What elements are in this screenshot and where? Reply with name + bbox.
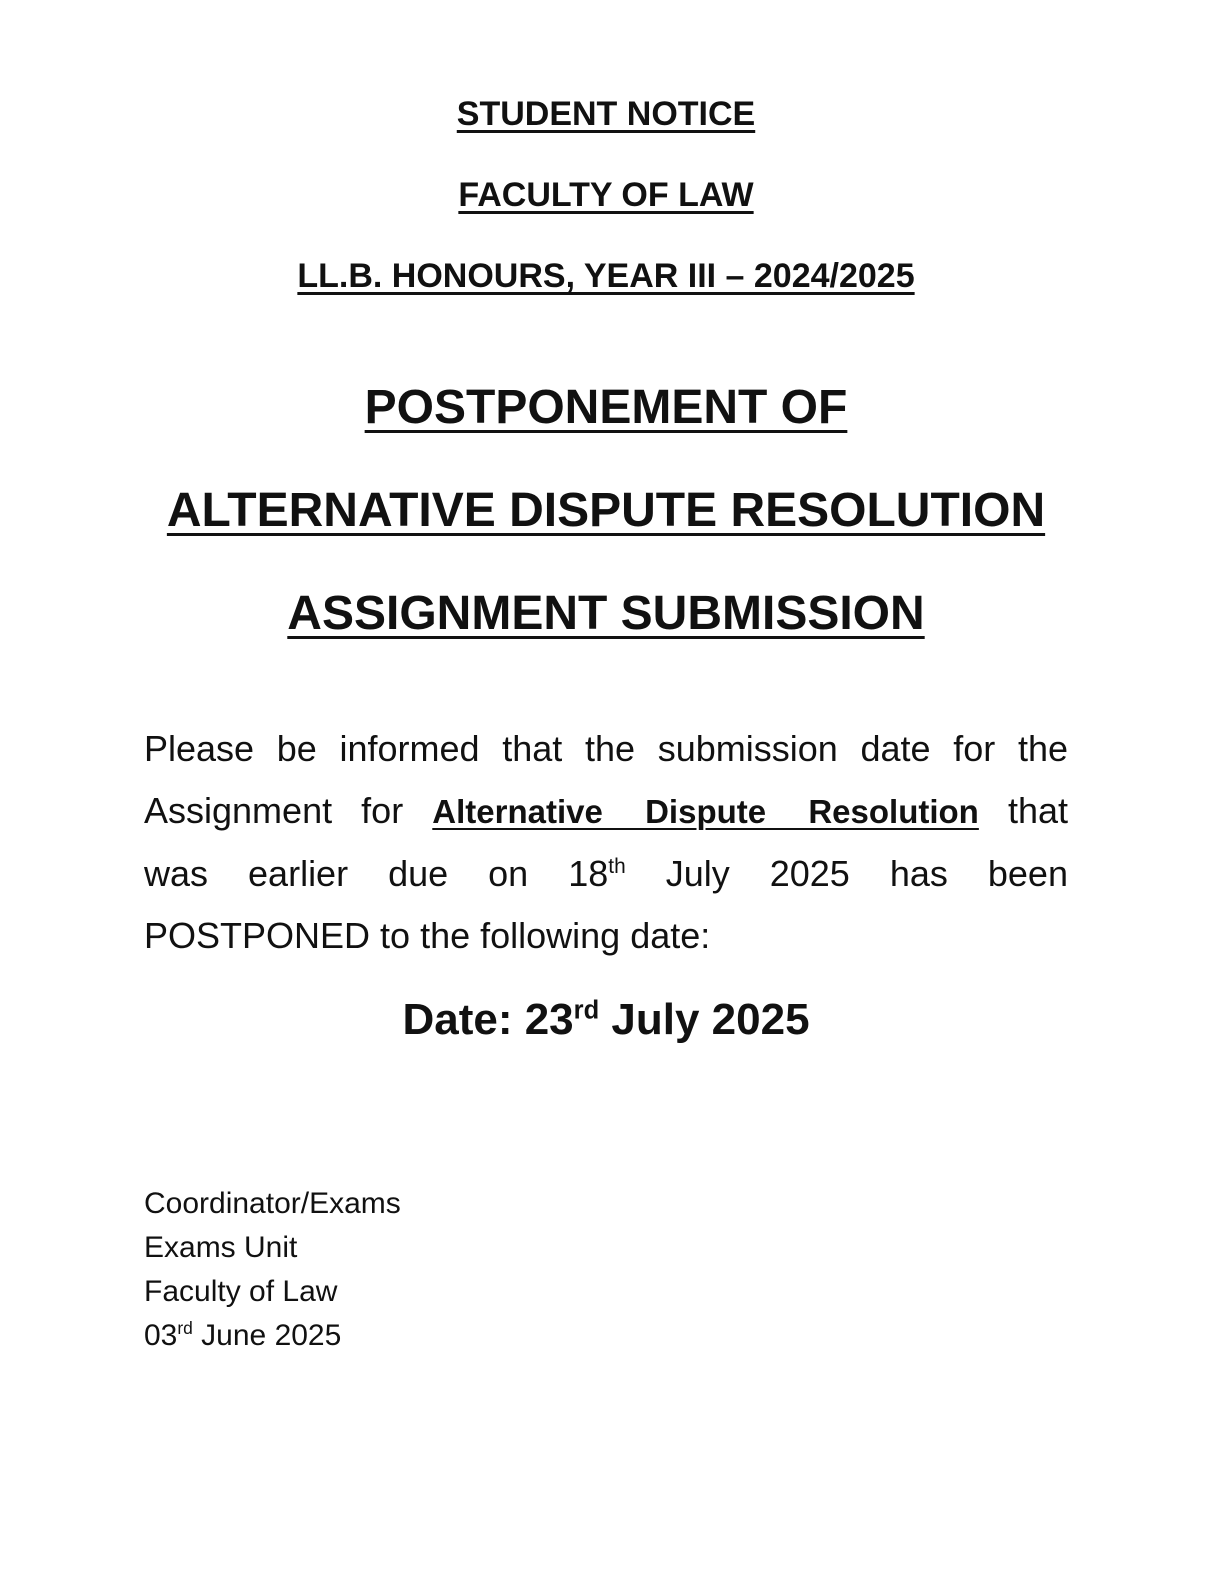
body-line-2 <box>144 780 1068 843</box>
notice-body <box>144 718 1068 967</box>
programme-heading <box>0 256 1212 296</box>
signoff-date <box>144 1314 401 1358</box>
new-due-date <box>0 990 1212 1050</box>
programme-heading-text: LL.B. HONOURS, YEAR III – 2024/2025 <box>297 257 915 295</box>
body-line-1: Please be informed that the submission date for the <box>144 728 1068 769</box>
signoff-unit: Exams Unit <box>144 1231 298 1264</box>
title-line-3-text: ASSIGNMENT SUBMISSION <box>287 587 925 640</box>
signoff-date-ordinal: rd <box>177 1318 193 1338</box>
notice-heading-text: STUDENT NOTICE <box>456 95 756 133</box>
body-line-2-pre: Assignment for <box>144 790 404 831</box>
signoff-faculty: Faculty of Law <box>144 1275 338 1308</box>
title-line-2 <box>0 483 1212 539</box>
course-name: Alternative Dispute Resolution <box>432 793 979 830</box>
signoff-date-suffix: June 2025 <box>192 1319 342 1352</box>
title-line-1 <box>0 380 1212 436</box>
body-line-2-post: that <box>1007 790 1068 831</box>
ordinal-suffix: th <box>608 855 626 878</box>
signoff-date-prefix: 03 <box>144 1319 178 1352</box>
new-date-suffix: July 2025 <box>599 995 810 1044</box>
title-line-2-text: ALTERNATIVE DISPUTE RESOLUTION <box>166 484 1046 537</box>
faculty-heading-text: FACULTY OF LAW <box>458 176 754 214</box>
signoff-block <box>144 1182 401 1358</box>
faculty-heading <box>0 175 1212 215</box>
body-line-3-pre: was earlier due on 18 <box>144 853 609 894</box>
signoff-role: Coordinator/Exams <box>144 1187 401 1220</box>
title-line-1-text: POSTPONEMENT OF <box>364 381 848 434</box>
notice-heading <box>0 94 1212 134</box>
new-date-prefix: Date: 23 <box>402 995 574 1044</box>
body-line-3 <box>144 843 1068 905</box>
title-line-3 <box>0 586 1212 642</box>
new-date-ordinal: rd <box>573 996 600 1025</box>
body-line-4: POSTPONED to the following date: <box>144 915 711 956</box>
body-line-3-post: July 2025 has been <box>665 853 1068 894</box>
